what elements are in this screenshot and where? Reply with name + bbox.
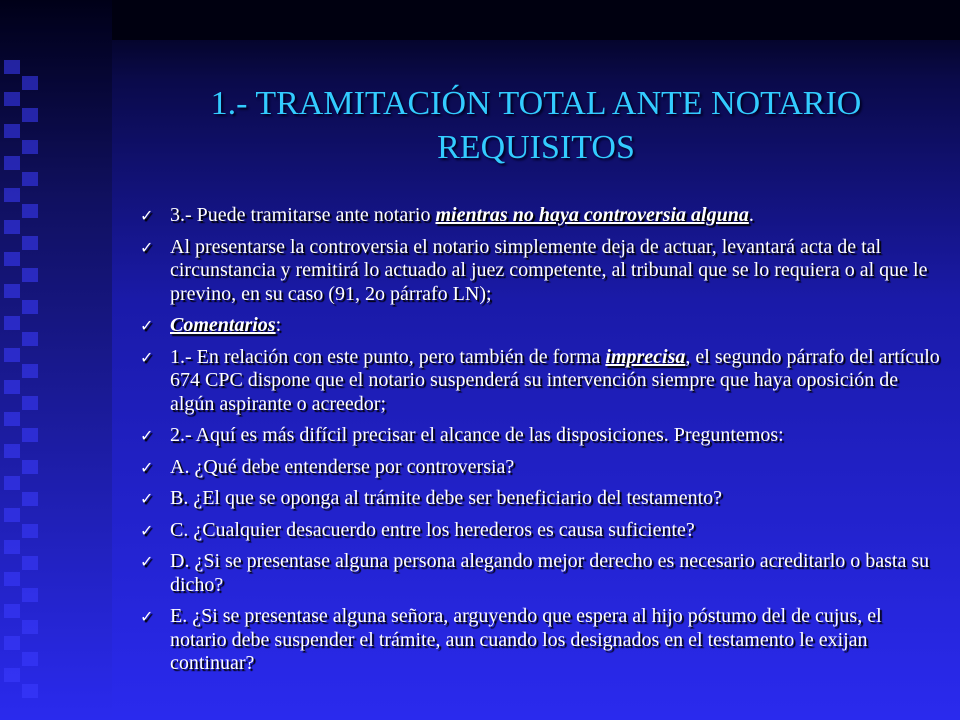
bullet-text: 2.- Aquí es más difícil precisar el alcance de las disposiciones. Preguntemos:: [170, 424, 784, 446]
bullet-item: [140, 487, 940, 511]
bullet-text: B. ¿El que se oponga al trámite debe ser beneficiario del testamento?: [170, 487, 723, 509]
bullet-text-end: .: [748, 204, 754, 226]
bullet-item: [140, 204, 940, 228]
bullet-emphasis: mientras no haya controversia alguna: [435, 204, 749, 226]
checkmark-icon: ✓: [140, 489, 154, 508]
bullet-item: [140, 346, 940, 417]
bullet-list: [140, 204, 940, 684]
bullet-item: [140, 605, 940, 676]
checkmark-icon: ✓: [140, 237, 154, 257]
checkmark-icon: ✓: [140, 457, 154, 477]
checkmark-icon: ✓: [140, 206, 154, 225]
bullet-text: 3.- Puede tramitarse ante notario: [170, 204, 436, 226]
bullet-text: D. ¿Si se presentase alguna persona alegando mejor derecho es necesario acreditarlo o basta su dicho?: [170, 550, 930, 596]
checkmark-icon: ✓: [140, 316, 154, 335]
checkmark-icon: ✓: [140, 520, 154, 540]
bullet-item: [140, 519, 940, 543]
bullet-item: [140, 456, 940, 480]
checkmark-icon: ✓: [140, 426, 154, 445]
slide-title-line-1: 1.- TRAMITACIÓN TOTAL ANTE NOTARIO: [210, 85, 862, 122]
bullet-text: 1.- En relación con este punto, pero también de forma: [170, 345, 606, 368]
bullet-text: Al presentarse la controversia el notario simplemente deja de actuar, levantará acta de tal circunstancia y remitirá lo actuado al juez competente, al tribunal que se lo requiera o al que le previno, en su caso (91, 2o párrafo LN);: [170, 235, 928, 305]
bullet-text: E. ¿Si se presentase alguna señora, arguyendo que espera al hijo póstumo del de cujus, el notario debe suspender el trámite, aun cuando los designados en el testamento le exijan continuar?: [170, 605, 882, 674]
slide-title-line-2: REQUISITOS: [437, 129, 635, 166]
checkmark-icon: ✓: [140, 607, 154, 626]
bullet-text: C. ¿Cualquier desacuerdo entre los herederos es causa suficiente?: [170, 518, 695, 541]
bullet-text-end: :: [275, 314, 282, 336]
bullet-text: A. ¿Qué debe entenderse por controversia?: [170, 455, 515, 478]
bullet-emphasis: Comentarios: [170, 314, 276, 336]
checkmark-icon: ✓: [140, 552, 154, 571]
bullet-item: [140, 424, 940, 448]
decorative-side-band: [0, 0, 112, 720]
checkmark-icon: ✓: [140, 347, 154, 367]
slide-title: [112, 82, 960, 170]
decorative-top-band: [112, 0, 960, 40]
bullet-item: [140, 550, 940, 597]
bullet-emphasis: imprecisa: [605, 345, 686, 368]
bullet-item: [140, 236, 940, 307]
bullet-text-end: , el segundo párrafo del artículo 674 CPC dispone que el notario suspenderá su intervención siempre que haya oposición de algún aspirante o acreedor;: [170, 345, 940, 415]
bullet-item: [140, 314, 940, 338]
